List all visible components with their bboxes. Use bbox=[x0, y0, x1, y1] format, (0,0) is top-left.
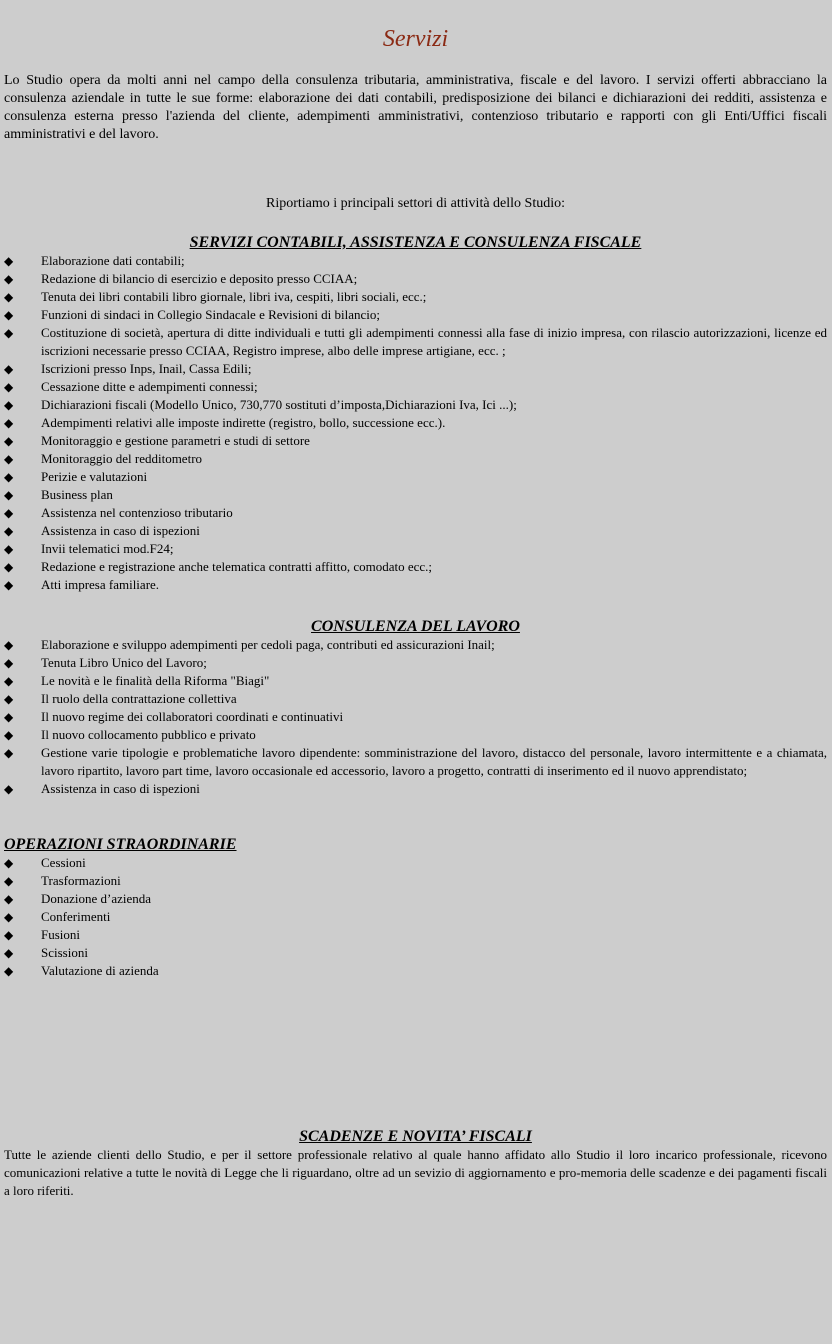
diamond-bullet-icon: ◆ bbox=[4, 892, 14, 906]
diamond-bullet-icon: ◆ bbox=[4, 290, 14, 304]
list-item-text: Invii telematici mod.F24; bbox=[41, 541, 174, 556]
list-item-text: Funzioni di sindaci in Collegio Sindacale e Revisioni di bilancio; bbox=[41, 307, 381, 322]
section-heading: OPERAZIONI STRAORDINARIE bbox=[4, 836, 237, 853]
diamond-bullet-icon: ◆ bbox=[4, 782, 14, 796]
list-item bbox=[4, 908, 827, 926]
diamond-bullet-icon: ◆ bbox=[4, 710, 14, 724]
list-item bbox=[4, 378, 827, 396]
list-item-text: Assistenza nel contenzioso tributario bbox=[41, 505, 233, 520]
list-item-text: Tenuta dei libri contabili libro giornale, libri iva, cespiti, libri sociali, ecc.; bbox=[41, 289, 427, 304]
list-item bbox=[4, 360, 827, 378]
list-item bbox=[4, 540, 827, 558]
list-item bbox=[4, 576, 827, 594]
diamond-bullet-icon: ◆ bbox=[4, 674, 14, 688]
bullet-list bbox=[4, 252, 827, 594]
diamond-bullet-icon: ◆ bbox=[4, 416, 14, 430]
list-item bbox=[4, 396, 827, 414]
list-item bbox=[4, 558, 827, 576]
list-item-text: Costituzione di società, apertura di ditte individuali e tutti gli adempimenti connessi alla fase di inizio impresa, con rilascio autorizzazioni, licenze ed iscrizioni necessarie presso CCIAA, Registro imprese, albo delle imprese artigiane, ecc. ; bbox=[41, 325, 827, 358]
diamond-bullet-icon: ◆ bbox=[4, 638, 14, 652]
list-item bbox=[4, 270, 827, 288]
section-operazioni-straordinarie bbox=[4, 836, 827, 980]
diamond-bullet-icon: ◆ bbox=[4, 692, 14, 706]
list-item bbox=[4, 926, 827, 944]
list-item bbox=[4, 324, 827, 360]
list-item-text: Atti impresa familiare. bbox=[41, 577, 160, 592]
diamond-bullet-icon: ◆ bbox=[4, 380, 14, 394]
section-heading: SCADENZE E NOVITA’ FISCALI bbox=[299, 1128, 532, 1145]
list-item-text: Fusioni bbox=[41, 927, 81, 942]
section-heading: CONSULENZA DEL LAVORO bbox=[311, 618, 520, 635]
list-item-text: Conferimenti bbox=[41, 909, 111, 924]
diamond-bullet-icon: ◆ bbox=[4, 326, 14, 340]
list-item bbox=[4, 654, 827, 672]
diamond-bullet-icon: ◆ bbox=[4, 946, 14, 960]
list-item-text: Cessioni bbox=[41, 855, 86, 870]
diamond-bullet-icon: ◆ bbox=[4, 856, 14, 870]
list-item bbox=[4, 504, 827, 522]
list-item-text: Il nuovo collocamento pubblico e privato bbox=[41, 727, 256, 742]
list-item bbox=[4, 708, 827, 726]
diamond-bullet-icon: ◆ bbox=[4, 398, 14, 412]
list-item-text: Assistenza in caso di ispezioni bbox=[41, 523, 200, 538]
diamond-bullet-icon: ◆ bbox=[4, 308, 14, 322]
diamond-bullet-icon: ◆ bbox=[4, 928, 14, 942]
list-item bbox=[4, 962, 827, 980]
list-item bbox=[4, 486, 827, 504]
list-item bbox=[4, 252, 827, 270]
list-item-text: Scissioni bbox=[41, 945, 88, 960]
diamond-bullet-icon: ◆ bbox=[4, 728, 14, 742]
list-item-text: Adempimenti relativi alle imposte indirette (registro, bollo, successione ecc.). bbox=[41, 415, 446, 430]
list-item-text: Redazione di bilancio di esercizio e deposito presso CCIAA; bbox=[41, 271, 358, 286]
list-item bbox=[4, 672, 827, 690]
list-item-text: Monitoraggio del redditometro bbox=[41, 451, 203, 466]
list-item bbox=[4, 432, 827, 450]
list-item-text: Tenuta Libro Unico del Lavoro; bbox=[41, 655, 207, 670]
list-item-text: Cessazione ditte e adempimenti connessi; bbox=[41, 379, 258, 394]
diamond-bullet-icon: ◆ bbox=[4, 434, 14, 448]
list-item-text: Redazione e registrazione anche telematica contratti affitto, comodato ecc.; bbox=[41, 559, 433, 574]
list-item bbox=[4, 854, 827, 872]
list-item bbox=[4, 468, 827, 486]
diamond-bullet-icon: ◆ bbox=[4, 656, 14, 670]
list-item-text: Elaborazione dati contabili; bbox=[41, 253, 185, 268]
list-item bbox=[4, 690, 827, 708]
section-scadenze-novita bbox=[4, 1128, 827, 1200]
diamond-bullet-icon: ◆ bbox=[4, 254, 14, 268]
list-item bbox=[4, 450, 827, 468]
section-servizi-contabili bbox=[4, 234, 827, 594]
list-item-text: Donazione d’azienda bbox=[41, 891, 152, 906]
list-item bbox=[4, 636, 827, 654]
list-item-text: Assistenza in caso di ispezioni bbox=[41, 781, 200, 796]
list-item-text: Dichiarazioni fiscali (Modello Unico, 730,770 sostituti d’imposta,Dichiarazioni Iva, Ici ...); bbox=[41, 397, 517, 412]
list-item bbox=[4, 306, 827, 324]
page-title: Servizi bbox=[382, 26, 449, 52]
diamond-bullet-icon: ◆ bbox=[4, 470, 14, 484]
list-item bbox=[4, 522, 827, 540]
list-item-text: Le novità e le finalità della Riforma "Biagi" bbox=[41, 673, 270, 688]
list-item bbox=[4, 872, 827, 890]
bullet-list bbox=[4, 854, 827, 980]
list-item bbox=[4, 414, 827, 432]
diamond-bullet-icon: ◆ bbox=[4, 506, 14, 520]
diamond-bullet-icon: ◆ bbox=[4, 542, 14, 556]
diamond-bullet-icon: ◆ bbox=[4, 362, 14, 376]
diamond-bullet-icon: ◆ bbox=[4, 578, 14, 592]
list-item-text: Elaborazione e sviluppo adempimenti per cedoli paga, contributi ed assicurazioni Inail; bbox=[41, 637, 495, 652]
closing-paragraph: Tutte le aziende clienti dello Studio, e per il settore professionale relativo al quale hanno affidato allo Studio il loro incarico professionale, ricevono comunicazioni relative a tutte le novità di Legge che li riguardano, oltre ad un sevizio di aggiornamento e pro-memoria delle scadenze e dei pagamenti fiscali a loro riferiti. bbox=[4, 1147, 827, 1198]
list-item-text: Il ruolo della contrattazione collettiva bbox=[41, 691, 237, 706]
diamond-bullet-icon: ◆ bbox=[4, 874, 14, 888]
list-item bbox=[4, 744, 827, 780]
list-item-text: Iscrizioni presso Inps, Inail, Cassa Edili; bbox=[41, 361, 252, 376]
bullet-list bbox=[4, 636, 827, 798]
diamond-bullet-icon: ◆ bbox=[4, 524, 14, 538]
list-item-text: Monitoraggio e gestione parametri e studi di settore bbox=[41, 433, 310, 448]
intro-paragraph: Lo Studio opera da molti anni nel campo della consulenza tributaria, amministrativa, fiscale e del lavoro. I servizi offerti abbracciano la consulenza aziendale in tutte le sue forme: elaborazione dei dati contabili, predisposizione dei bilanci e dichiarazioni dei redditi, assistenza e consulenza esterna presso l'azienda del cliente, adempimenti amministrativi, contenzioso tributario e rapporti con gli Enti/Uffici fiscali amministrativi e del lavoro. bbox=[4, 73, 827, 142]
list-item-text: Trasformazioni bbox=[41, 873, 121, 888]
diamond-bullet-icon: ◆ bbox=[4, 560, 14, 574]
section-heading: SERVIZI CONTABILI, ASSISTENZA E CONSULENZA FISCALE bbox=[189, 234, 642, 251]
list-item-text: Valutazione di azienda bbox=[41, 963, 159, 978]
list-item-text: Business plan bbox=[41, 487, 113, 502]
lead-sentence: Riportiamo i principali settori di attività dello Studio: bbox=[265, 196, 566, 211]
diamond-bullet-icon: ◆ bbox=[4, 452, 14, 466]
diamond-bullet-icon: ◆ bbox=[4, 272, 14, 286]
diamond-bullet-icon: ◆ bbox=[4, 746, 14, 760]
list-item bbox=[4, 780, 827, 798]
list-item bbox=[4, 288, 827, 306]
diamond-bullet-icon: ◆ bbox=[4, 964, 14, 978]
diamond-bullet-icon: ◆ bbox=[4, 488, 14, 502]
list-item-text: Gestione varie tipologie e problematiche lavoro dipendente: somministrazione del lavoro, distacco del personale, lavoro intermittente e a chiamata, lavoro ripartito, lavoro part time, lavoro occasionale ed accessorio, lavoro a progetto, contratti di inserimento ed il nuovo apprendistato; bbox=[41, 745, 827, 778]
list-item-text: Il nuovo regime dei collaboratori coordinati e continuativi bbox=[41, 709, 344, 724]
list-item bbox=[4, 944, 827, 962]
list-item bbox=[4, 726, 827, 744]
diamond-bullet-icon: ◆ bbox=[4, 910, 14, 924]
list-item bbox=[4, 890, 827, 908]
list-item-text: Perizie e valutazioni bbox=[41, 469, 148, 484]
section-consulenza-lavoro bbox=[4, 618, 827, 798]
